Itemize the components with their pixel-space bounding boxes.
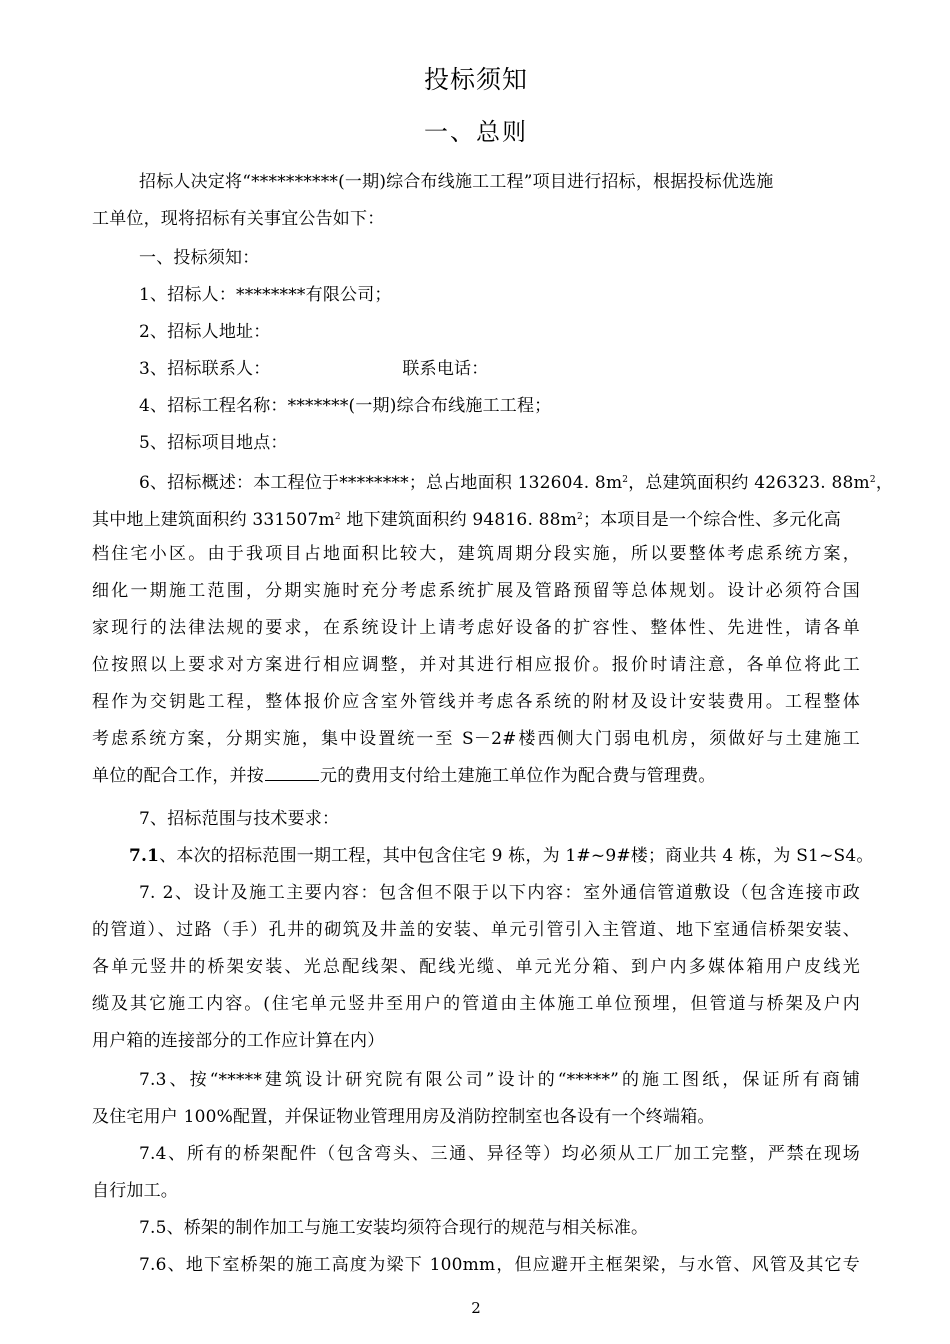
overview-text: 其中地上建筑面积约 331507m — [92, 510, 335, 530]
heading-bid-instructions: 一、投标须知： — [139, 248, 260, 268]
overview-paragraph-line: 档住宅小区。由于我项目占地面积比较大，建筑周期分段实施，所以要整体考虑系统方案， — [92, 544, 860, 564]
overview-paragraph-line — [92, 505, 860, 532]
overview-paragraph-line: 位按照以上要求对方案进行相应调整，并对其进行相应报价。报价时请注意，各单位将此工 — [92, 655, 860, 675]
item-7-4-line: 7.4、所有的桥架配件（包含弯头、三通、异径等）均必须从工厂加工完整，严禁在现场 — [139, 1144, 860, 1164]
overview-paragraph-line — [92, 764, 860, 788]
superscript: 2 — [622, 475, 629, 485]
overview-text: ， — [875, 473, 894, 493]
item-text: 、本次的招标范围一期工程，其中包含住宅 9 栋，为 1#~9#楼；商业共 4 栋，为 S1~S4。 — [159, 846, 874, 866]
item-7-2-line: 7. 2、设计及施工主要内容：包含但不限于以下内容：室外通信管道敷设（包含连接市政 — [139, 883, 860, 903]
item-tenderer-address: 2、招标人地址： — [139, 322, 271, 342]
item-scope-heading: 7、招标范围与技术要求： — [139, 809, 340, 829]
page-number: 2 — [471, 1299, 481, 1317]
overview-text: 6、招标概述：本工程位于********；总占地面积 132604. 8m — [139, 473, 623, 493]
overview-text: ；本项目是一个综合性、多元化高 — [582, 510, 841, 530]
item-tenderer: 1、招标人：********有限公司； — [139, 285, 392, 305]
contact-label: 3、招标联系人： — [139, 359, 271, 379]
item-7-2-line: 的管道）、过路（手）孔井的砌筑及井盖的安装、单元引管引入主管道、地下室通信桥架安装、 — [92, 920, 860, 940]
overview-paragraph-line: 程作为交钥匙工程，整体报价应含室外管线并考虑各系统的附材及设计安装费用。工程整体 — [92, 692, 860, 712]
item-7-2-line: 缆及其它施工内容。(住宅单元竖井至用户的管道由主体施工单位预埋，但管道与桥架及户内 — [92, 994, 860, 1014]
item-7-5: 7.5、桥架的制作加工与施工安装均须符合现行的规范与相关标准。 — [139, 1218, 649, 1238]
fill-in-blank — [265, 766, 319, 781]
item-contact — [139, 357, 860, 381]
overview-text: ，总建筑面积约 426323. 88m — [628, 473, 870, 493]
document-page — [92, 0, 894, 1344]
superscript: 2 — [869, 475, 876, 485]
document-title: 投标须知 — [423, 65, 528, 94]
item-7-3-line: 及住宅用户 100%配置，并保证物业管理用房及消防控制室也各设有一个终端箱。 — [92, 1107, 715, 1127]
overview-text: 单位的配合工作，并按 — [92, 766, 264, 786]
item-project-location: 5、招标项目地点： — [139, 433, 288, 453]
section-title: 一、总则 — [424, 118, 528, 146]
item-7-3-line: 7.3、按“*****建筑设计研究院有限公司”设计的“*****”的施工图纸，保证所有商铺 — [139, 1070, 860, 1090]
item-7-2-line: 各单元竖井的桥架安装、光总配线架、配线光缆、单元光分箱、到户内多媒体箱用户皮线光 — [92, 957, 860, 977]
superscript: 2 — [577, 512, 583, 522]
overview-text: 地下建筑面积约 94816. 88m — [340, 510, 578, 530]
overview-paragraph-line: 家现行的法律法规的要求，在系统设计上请考虑好设备的扩容性、整体性、先进性，请各单 — [92, 618, 860, 638]
phone-label: 联系电话： — [402, 359, 489, 379]
intro-paragraph-line: 工单位，现将招标有关事宜公告如下： — [92, 209, 385, 229]
overview-paragraph-line: 考虑系统方案，分期实施，集中设置统一至 S－2#楼西侧大门弱电机房，须做好与土建施工 — [92, 729, 860, 749]
item-number: 7.1 — [129, 846, 160, 866]
superscript: 2 — [334, 512, 341, 522]
overview-paragraph-line — [139, 468, 894, 495]
overview-paragraph-line: 细化一期施工范围，分期实施时充分考虑系统扩展及管路预留等总体规划。设计必须符合国 — [92, 581, 860, 601]
item-7-4-line: 自行加工。 — [92, 1181, 178, 1201]
intro-paragraph-line: 招标人决定将“**********(一期)综合布线施工工程”项目进行招标，根据投标优选施 — [139, 172, 774, 192]
item-7-2-line: 用户箱的连接部分的工作应计算在内） — [92, 1031, 385, 1051]
item-7-1 — [129, 844, 874, 868]
item-project-name: 4、招标工程名称：*******(一期)综合布线施工工程； — [139, 396, 552, 416]
item-7-6: 7.6、地下室桥架的施工高度为梁下 100mm，但应避开主框架梁，与水管、风管及其它专 — [139, 1255, 860, 1275]
overview-text: 元的费用支付给土建施工单位作为配合费与管理费。 — [320, 766, 716, 786]
